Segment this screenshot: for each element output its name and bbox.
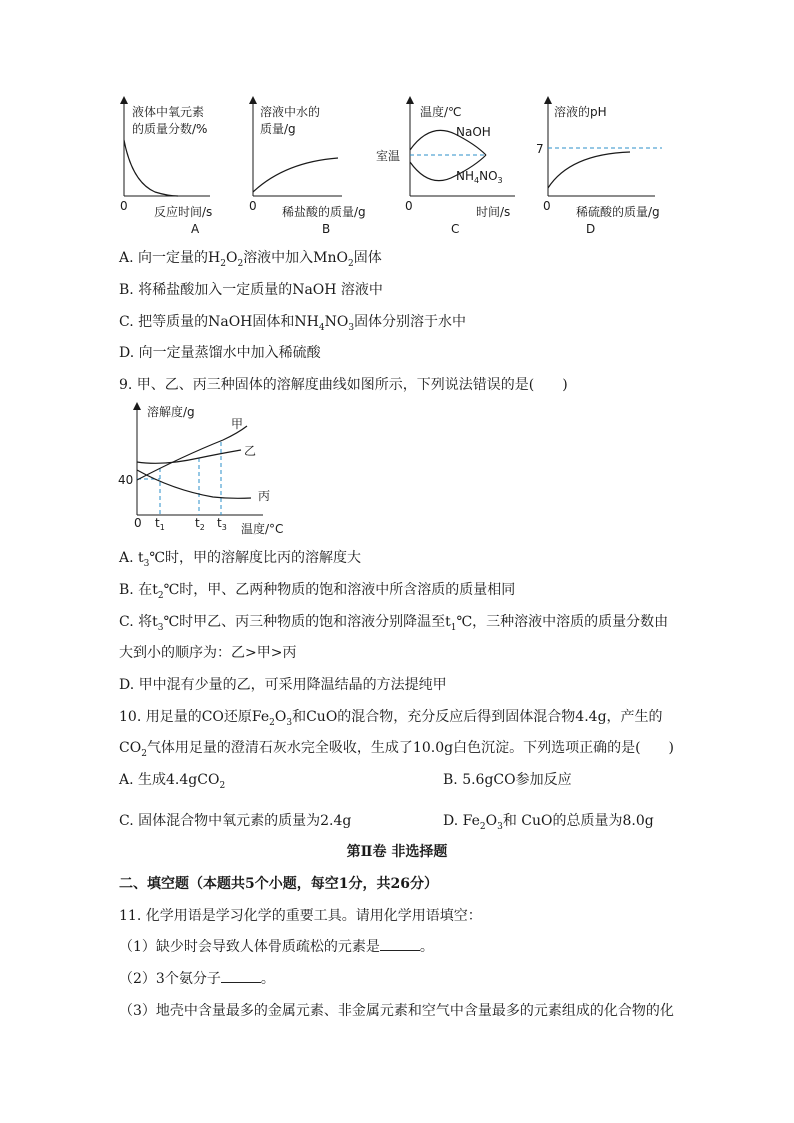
q10-option-b: B. 5.6gCO参加反应: [443, 772, 572, 788]
q9-option-c-cont: 大到小的顺序为：乙>甲>丙: [119, 645, 297, 661]
t: 固体分别溶于水中: [354, 314, 467, 330]
t: t: [217, 516, 222, 530]
curve-a: [124, 140, 178, 196]
graph-b-origin: 0: [249, 199, 257, 213]
graph-d-xlabel: 稀硫酸的质量/g: [576, 205, 660, 219]
graph-b-ylabel2: 质量/g: [260, 122, 296, 136]
graph-b-tag: B: [322, 222, 331, 236]
t: A. 向一定量的H: [119, 250, 221, 266]
sub: 3: [348, 322, 355, 333]
graphs-q8: [110, 92, 680, 242]
graph-a-ylabel2: 的质量分数/%: [132, 122, 208, 136]
tick-t3: [217, 516, 227, 532]
t: ℃时，甲、乙两种物质的饱和溶液中所含溶质的质量相同: [163, 582, 516, 598]
graph-a-origin: 0: [120, 199, 128, 213]
q8-option-c: [119, 313, 466, 337]
answer-blank[interactable]: [221, 970, 261, 983]
t: 固体: [353, 250, 382, 266]
graph-c-ylabel: 温度/℃: [420, 105, 462, 119]
sub: 2: [141, 748, 147, 759]
q9-option-d: D. 甲中混有少量的乙，可采用降温结晶的方法提纯甲: [119, 677, 447, 693]
sub: 1: [159, 523, 165, 532]
q11-part1: [119, 938, 434, 956]
q9-option-a: [119, 549, 361, 573]
graph-a-xlabel: 反应时间/s: [154, 205, 213, 219]
sub: 2: [479, 821, 486, 832]
answer-blank[interactable]: [380, 938, 420, 951]
graph-c-nh4no3: $NH_4NO_3$: [456, 169, 503, 185]
graph-d-tick7: 7: [536, 142, 544, 156]
t: 。: [419, 939, 434, 955]
t: t: [195, 516, 200, 530]
q9-stem: 9. 甲、乙、丙三种固体的溶解度曲线如图所示，下列说法错误的是( ): [119, 377, 568, 393]
chart-ylabel: 溶解度/g: [147, 405, 195, 419]
q11-part2: [119, 970, 275, 988]
t: O: [274, 709, 287, 725]
sub: 2: [348, 258, 354, 269]
sub: 2: [237, 258, 244, 269]
t: ℃时，甲的溶解度比丙的溶解度大: [149, 550, 362, 566]
sub: 4: [318, 322, 325, 333]
graph-b-ylabel1: 溶液中水的: [260, 105, 321, 119]
t: B. 在t: [119, 582, 158, 598]
graph-c-room: 室温: [376, 149, 401, 163]
q8-option-a: [119, 249, 382, 273]
sub: 2: [220, 258, 226, 269]
t: （1）缺少时会导致人体骨质疏松的元素是: [119, 939, 380, 955]
label-bing: 丙: [258, 489, 271, 503]
sub: 2: [157, 590, 164, 601]
sub-4: 4: [474, 176, 480, 185]
sub: 1: [450, 622, 457, 633]
sub: 3: [221, 523, 227, 532]
q9-option-c: [119, 613, 668, 637]
t: ℃时甲乙、丙三种物质的饱和溶液分别降温至t: [163, 614, 451, 630]
curve-jia: [137, 426, 247, 480]
q8-option-b: B. 将稀盐酸加入一定质量的NaOH 溶液中: [119, 282, 383, 298]
t: C. 把等质量的NaOH固体和NH: [119, 314, 319, 330]
t: NO: [324, 314, 349, 330]
sub: 3: [286, 717, 293, 728]
sub: 2: [219, 780, 226, 791]
sub-3: 3: [497, 176, 503, 185]
graph-c-xlabel: 时间/s: [476, 205, 511, 219]
solubility-chart: [113, 400, 313, 540]
graph-c: [376, 100, 515, 236]
sub: 2: [199, 523, 205, 532]
curve-b: [253, 158, 338, 192]
sub: 3: [157, 622, 164, 633]
tick-t1: [155, 516, 165, 532]
q11-stem: 11. 化学用语是学习化学的重要工具。请用化学用语填空：: [119, 908, 482, 924]
t: 和CuO的混合物，充分反应后得到固体混合物4.4g，产生的: [292, 709, 663, 725]
t: D. Fe: [443, 813, 480, 829]
graph-a-ylabel1: 液体中氧元素: [132, 105, 205, 119]
t: 。: [260, 971, 275, 987]
q10-option-a: [119, 771, 225, 795]
t: A. t: [119, 550, 144, 566]
q10-option-d: [443, 812, 654, 836]
q10-stem-cont: [119, 739, 674, 763]
sub: 2: [269, 717, 275, 728]
curve-yi: [137, 450, 241, 463]
q10-option-c: C. 固体混合物中氧元素的质量为2.4g: [119, 813, 352, 829]
no: NO: [479, 169, 498, 183]
q9-option-b: [119, 581, 515, 605]
chart-y40: 40: [118, 473, 134, 487]
label-yi: 乙: [244, 444, 257, 458]
graph-d-ylabel: 溶液的pH: [554, 105, 607, 119]
graph-c-tag: C: [451, 222, 460, 236]
t: O: [485, 813, 498, 829]
t: ℃，三种溶液中溶质的质量分数由: [456, 614, 669, 630]
q8-option-d: D. 向一定量蒸馏水中加入稀硫酸: [119, 345, 321, 361]
graph-d: [536, 100, 662, 236]
sub: 3: [143, 558, 150, 569]
graph-a: [120, 100, 212, 236]
t: 气体用足量的澄清石灰水完全吸收，生成了10.0g白色沉淀。下列选项正确的是( ): [146, 740, 674, 756]
graph-b: [249, 100, 366, 236]
q11-part3: （3）地壳中含量最多的金属元素、非金属元素和空气中含量最多的元素组成的化合物的化: [119, 1003, 674, 1019]
graph-d-origin: 0: [543, 199, 551, 213]
section-title: 第Ⅱ卷 非选择题: [346, 844, 448, 860]
t: 溶液中加入MnO: [243, 250, 349, 266]
t: 和 CuO的总质量为8.0g: [502, 813, 654, 829]
graph-a-tag: A: [191, 222, 200, 236]
t: t: [155, 516, 160, 530]
t: O: [225, 250, 238, 266]
tick-t2: [195, 516, 205, 532]
curve-bing: [137, 470, 251, 498]
graph-d-tag: D: [586, 222, 596, 236]
t: CO: [119, 740, 142, 756]
part2-heading: 二、填空题（本题共5个小题，每空1分，共26分）: [119, 876, 438, 892]
q10-stem: [119, 708, 663, 732]
t: 10. 用足量的CO还原Fe: [119, 709, 270, 725]
label-jia: 甲: [231, 417, 244, 431]
curve-d: [548, 152, 630, 188]
chart-xlabel: 温度/°C: [241, 522, 284, 536]
graph-b-xlabel: 稀盐酸的质量/g: [282, 205, 366, 219]
t: （2）3个氨分子: [119, 971, 221, 987]
t: C. 将t: [119, 614, 158, 630]
graph-c-naoh: NaOH: [456, 125, 491, 139]
sub: 3: [497, 821, 503, 832]
graph-c-origin: 0: [405, 199, 413, 213]
t: A. 生成4.4gCO: [119, 772, 220, 788]
chart-origin: 0: [134, 516, 142, 530]
